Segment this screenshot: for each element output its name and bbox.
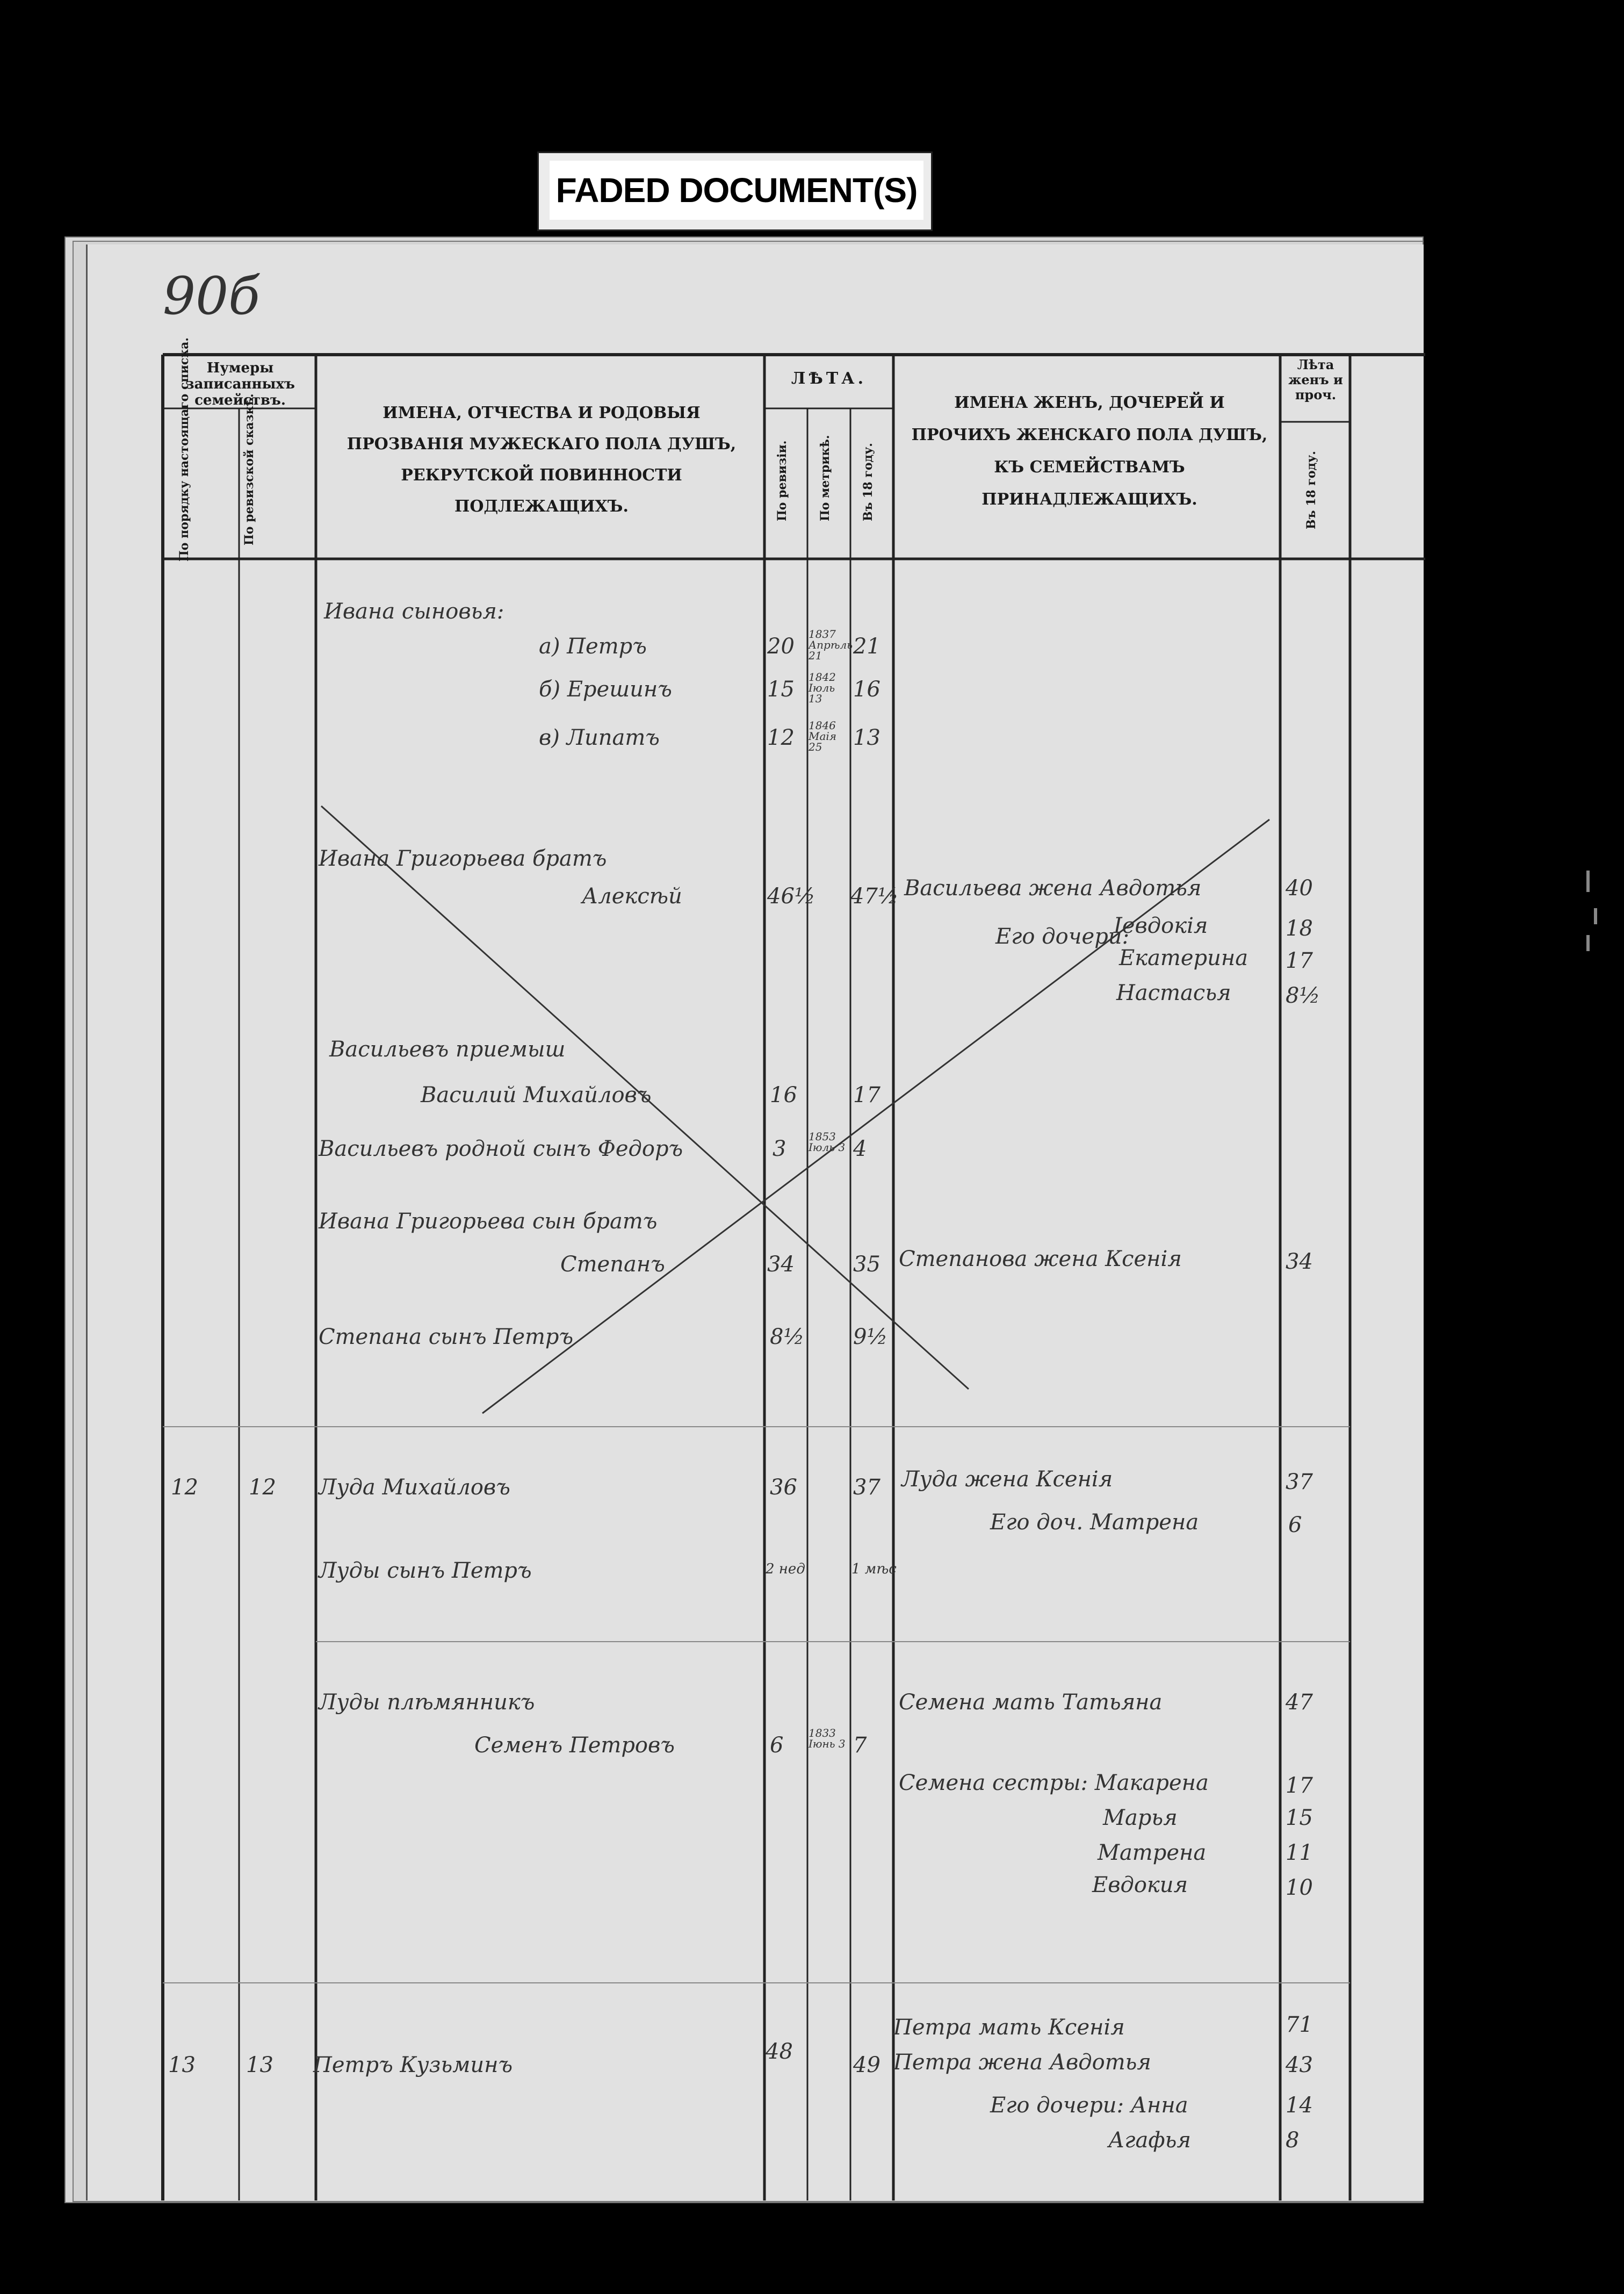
entry-petr-daughters: Его дочери: Анна (990, 2093, 1188, 2118)
entry-daughter-ievdokia-age: 18 (1286, 916, 1313, 941)
entry-semen-mother: Семена мать Татьяна (899, 1690, 1163, 1715)
entry-aleksei-rev-age: 46½ (767, 884, 815, 909)
header-by-revision-years: По ревизіи. (775, 440, 789, 521)
entry-ivan-grigoriev-heading: Ивана Григорьева сын братъ (319, 1209, 658, 1234)
entry-aleksei-daughters-label: Его дочери: (995, 924, 1130, 949)
entry-luda-rev-age: 36 (770, 1475, 797, 1500)
entry-luda-son-age-18: 1 мѣс (851, 1561, 897, 1577)
entry-petr-metric: 1837 Апрѣль 21 (809, 628, 853, 662)
entry-petr-wife-age: 43 (1286, 2053, 1313, 2077)
entry-luda-wife-age: 37 (1286, 1470, 1313, 1494)
header-by-list: По порядку настоящаго списка. (177, 337, 191, 562)
entry-ivan-sons-heading: Ивана сыновья: (324, 599, 504, 624)
entry-petr-wife: Петра жена Авдотья (893, 2050, 1151, 2075)
entry-daughter-ekaterina: Екатерина (1119, 946, 1248, 970)
entry-stepan-son-rev-age: 8½ (770, 1325, 805, 1349)
header-female-in-18: Въ 18 году. (1304, 451, 1318, 529)
entry-luda-wife: Луда жена Ксенія (901, 1467, 1113, 1492)
entry-petr-kuzmin: Петръ Кузьминъ (313, 2053, 513, 2077)
header-female-names: ИМЕНА ЖЕНЪ, ДОЧЕРЕЙ И ПРОЧИХЪ ЖЕНСКАГО ПОЛА ДУШЪ, КЪ СЕМЕЙСТВАМЪ ПРИНАДЛЕЖАЩИХЪ. (911, 393, 1268, 509)
entry-petr-rev-age: 20 (767, 634, 795, 659)
header-years: ЛѢТА. (791, 369, 867, 388)
header-by-revision: По ревизской сказкѣ. (242, 393, 256, 545)
entry-petr-kuzmin-rev-age: 48 (766, 2039, 793, 2064)
banner-label: FADED DOCUMENT(S) (550, 161, 923, 220)
entry-luda-daughter: Его доч. Матрена (990, 1510, 1199, 1535)
entry-semen-mother-age: 47 (1286, 1690, 1313, 1715)
entry-ereshin-rev-age: 15 (767, 677, 795, 702)
ledger-page (86, 244, 1424, 2200)
family-number-13-list: 13 (168, 2053, 196, 2077)
header-family-numbers: Нумеры записанныхъ семействъ. (185, 360, 295, 408)
entry-petr-mother: Петра мать Ксенія (893, 2015, 1125, 2040)
entry-semen-petrov: Семенъ Петровъ (474, 1733, 675, 1758)
entry-ereshin-metric: 1842 Іюль 13 (809, 671, 836, 705)
entry-ereshin: б) Ерешинъ (539, 677, 672, 702)
entry-stepan-son-petr: Степана сынъ Петръ (319, 1325, 574, 1349)
entry-vasili-rev-age: 16 (770, 1083, 797, 1108)
entry-aleksei: Алексѣй (582, 884, 682, 909)
entry-ivan-brother-heading: Ивана Григорьева братъ (319, 846, 607, 871)
entry-stepan-rev-age: 34 (767, 1252, 795, 1277)
entry-semen-sister-evdokia: Евдокия (1092, 1873, 1188, 1897)
entry-semen-sister1-age: 17 (1286, 1773, 1313, 1798)
entry-semen-sisters: Семена сестры: Макарена (899, 1771, 1209, 1795)
entry-fedor: Васильевъ родной сынъ Федоръ (319, 1137, 683, 1161)
entry-semen-sister-matrena: Матрена (1098, 1840, 1207, 1865)
entry-semen-age-18: 7 (853, 1733, 867, 1758)
entry-luda-daughter-age: 6 (1288, 1513, 1302, 1537)
entry-petr-mother-age: 71 (1286, 2012, 1313, 2037)
entry-petr-kuzmin-age-18: 49 (853, 2053, 880, 2077)
entry-stepan-son-age-18: 9½ (853, 1325, 888, 1349)
entry-semen-sister-matrena-age: 11 (1286, 1840, 1313, 1865)
entry-aleksei-wife-age: 40 (1286, 876, 1313, 901)
table-grid (88, 244, 1425, 2200)
entry-stepan: Степанъ (560, 1252, 665, 1277)
header-in-18-year: Въ 18 году. (861, 443, 875, 521)
entry-lipat-rev-age: 12 (767, 725, 795, 750)
entry-lipat-age-18: 13 (853, 725, 880, 750)
entry-semen-metric: 1833 Іюнь 3 (809, 1727, 846, 1750)
entry-fedor-rev-age: 3 (773, 1137, 786, 1161)
entry-semen-sister-marya: Марья (1103, 1806, 1178, 1830)
entry-petr-daughter-agafya: Агафья (1108, 2128, 1191, 2153)
entry-vasiliev-adopted-heading: Васильевъ приемыш (329, 1037, 566, 1062)
family-number-13-revision: 13 (246, 2053, 273, 2077)
entry-daughter-nastasia-age: 8½ (1286, 983, 1320, 1008)
header-male-names: ИМЕНА, ОТЧЕСТВА И РОДОВЫЯ ПРОЗВАНІЯ МУЖЕСКАГО ПОЛА ДУШЪ, РЕКРУТСКОЙ ПОВИННОСТИ ПОДЛЕЖАЩИХЪ. (347, 404, 737, 516)
entry-petr-daughter1-age: 14 (1286, 2093, 1313, 2118)
entry-semen-sister-marya-age: 15 (1286, 1806, 1313, 1830)
faded-document-banner (537, 152, 933, 231)
entry-semen-rev-age: 6 (770, 1733, 784, 1758)
entry-luda-son-rev-age: 2 нед (766, 1561, 805, 1577)
entry-semen-sister-evdokia-age: 10 (1286, 1875, 1313, 1900)
entry-daughter-ievdokia: Іевдокія (1114, 914, 1208, 938)
entry-luda-age-18: 37 (853, 1475, 880, 1500)
entry-fedor-metric: 1853 Іюль 3 (809, 1130, 846, 1154)
entry-luda-mikhailov: Луда Михайловъ (319, 1475, 510, 1500)
entry-fedor-age-18: 4 (853, 1137, 867, 1161)
entry-lipat-metric: 1846 Маія 25 (809, 719, 837, 753)
entry-petr-daughter-agafya-age: 8 (1286, 2128, 1300, 2153)
edge-marks (1582, 860, 1604, 967)
entry-daughter-ekaterina-age: 17 (1286, 948, 1313, 973)
entry-stepan-wife-age: 34 (1286, 1249, 1313, 1274)
entry-stepan-wife: Степанова жена Ксенія (899, 1247, 1182, 1271)
header-by-metric: По метрикѣ. (818, 435, 832, 521)
entry-petr: а) Петръ (539, 634, 647, 659)
entry-ereshin-age-18: 16 (853, 677, 880, 702)
entry-petr-age-18: 21 (853, 634, 880, 659)
entry-daughter-nastasia: Настасья (1116, 981, 1231, 1005)
family-number-12-list: 12 (171, 1475, 198, 1500)
entry-vasili-mikhailov: Василий Михайловъ (421, 1083, 652, 1108)
entry-aleksei-wife: Васильева жена Авдотья (904, 876, 1202, 901)
entry-lipat: в) Липатъ (539, 725, 660, 750)
entry-stepan-age-18: 35 (853, 1252, 880, 1277)
header-female-years: Лѣта женъ и проч. (1288, 357, 1343, 402)
entry-vasili-age-18: 17 (853, 1083, 880, 1108)
entry-luda-son-petr: Луды сынъ Петръ (319, 1558, 532, 1583)
entry-aleksei-age-18: 47½ (850, 884, 899, 909)
folio-number: 90б (163, 266, 260, 326)
entry-luda-nephew-heading: Луды плѣмянникъ (319, 1690, 535, 1715)
family-number-12-revision: 12 (249, 1475, 276, 1500)
